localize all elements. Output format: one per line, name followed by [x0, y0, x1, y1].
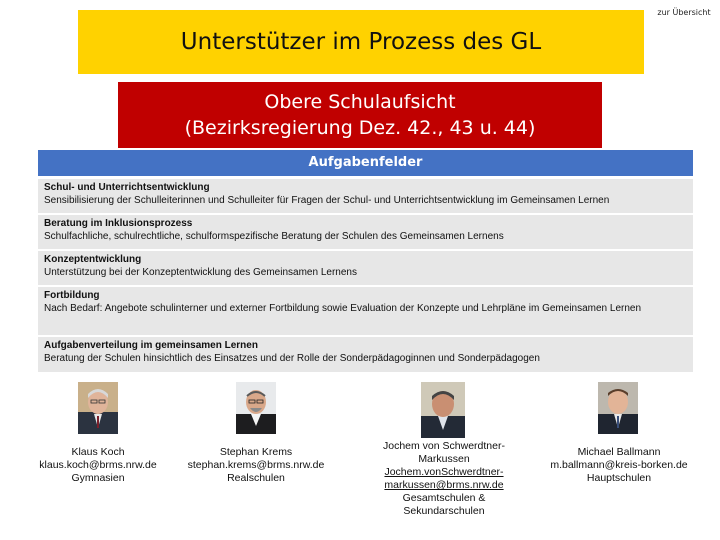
contact-name: Michael Ballmann [577, 446, 661, 458]
contact-role: Realschulen [227, 472, 285, 484]
contact-email[interactable]: stephan.krems@brms.nrw.de [187, 459, 325, 471]
photo-klaus-koch [78, 382, 118, 434]
task-item [38, 335, 693, 372]
page-title: Unterstützer im Prozess des GL [180, 29, 542, 55]
task-text: Nach Bedarf: Angebote schulinterner und externer Fortbildung sowie Evaluation der Konzepte und Lehrpläne im Gemeinsamen Lernen [44, 303, 642, 314]
title-banner [78, 10, 644, 74]
task-title: Fortbildung [44, 290, 100, 301]
task-title: Beratung im Inklusionsprozess [44, 218, 193, 229]
task-item [38, 177, 693, 213]
task-item [38, 249, 693, 285]
task-title: Schul- und Unterrichtsentwicklung [44, 182, 210, 193]
task-text: Sensibilisierung der Schulleiterinnen und Schulleiter für Fragen der Schul- und Unterrichtsentwicklung im Gemeinsamen Lernen [44, 195, 610, 206]
contact-role: Gesamtschulen & Sekundarschulen [402, 492, 486, 517]
contact-klaus-koch [16, 446, 180, 485]
contact-name: Stephan Krems [219, 446, 293, 458]
overview-link[interactable]: zur Übersicht [657, 8, 711, 17]
supervision-banner [118, 82, 602, 148]
photo-stephan-krems [236, 382, 276, 434]
supervision-title: Obere Schulaufsicht [264, 91, 456, 113]
contact-role: Gymnasien [71, 472, 125, 484]
contact-email-link[interactable]: Jochem.vonSchwerdtner-markussen@brms.nrw.de [384, 466, 504, 491]
contact-email[interactable]: klaus.koch@brms.nrw.de [39, 459, 157, 471]
contact-michael-ballmann [536, 446, 702, 485]
task-text: Beratung der Schulen hinsichtlich des Einsatzes und der Rolle der Sonderpädagoginnen und Sonderpädagogen [44, 353, 540, 364]
task-title: Konzeptentwicklung [44, 254, 142, 265]
supervision-subtitle: (Bezirksregierung Dez. 42., 43 u. 44) [184, 117, 536, 139]
contact-role: Hauptschulen [586, 472, 652, 484]
task-item [38, 285, 693, 335]
contact-name: Klaus Koch [71, 446, 125, 458]
tasks-heading: Aufgabenfelder [38, 150, 693, 176]
contact-stephan-krems [176, 446, 336, 485]
task-text: Unterstützung bei der Konzeptentwicklung des Gemeinsamen Lernens [44, 267, 357, 278]
photo-jochem-von-schwerdtner-markussen [421, 382, 465, 438]
contact-email[interactable]: m.ballmann@kreis-borken.de [550, 459, 688, 471]
photo-michael-ballmann [598, 382, 638, 434]
task-text: Schulfachliche, schulrechtliche, schulformspezifische Beratung der Schulen des Gemeinsamen Lernens [44, 231, 504, 242]
task-title: Aufgabenverteilung im gemeinsamen Lernen [44, 340, 258, 351]
contact-name: Jochem von Schwerdtner-Markussen [383, 440, 505, 465]
task-item [38, 213, 693, 249]
contact-jochem-von-schwerdtner-markussen [364, 440, 524, 518]
